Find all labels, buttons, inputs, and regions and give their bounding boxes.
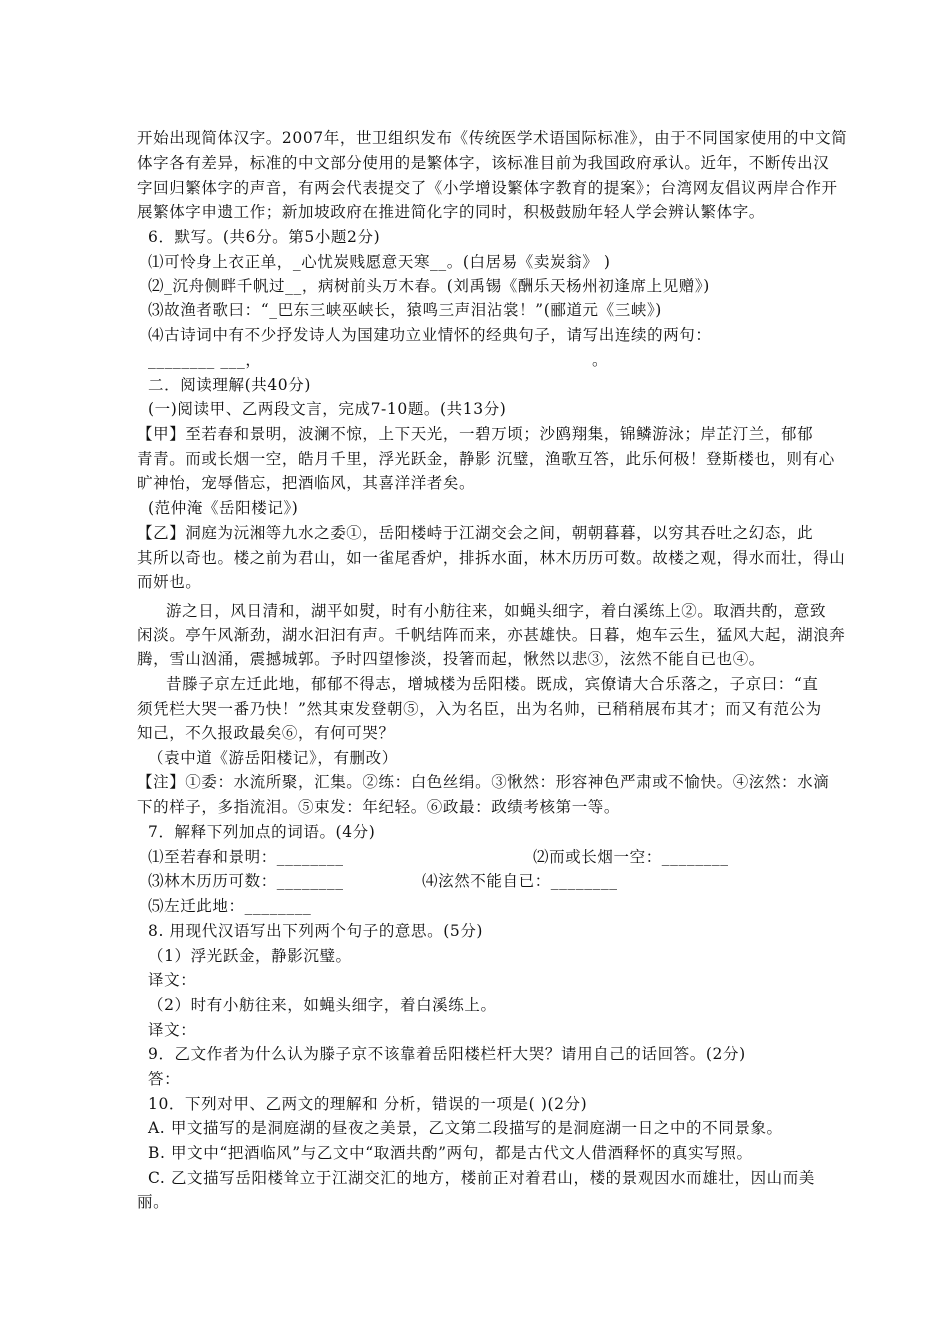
q9-answer-label: 答：: [148, 1070, 181, 1088]
q10-option-c: C. 乙文描写岳阳楼耸立于江湖交汇的地方，楼前正对着君山，楼的景观因水而雄壮，因山而美: [148, 1169, 815, 1187]
q6-item: ⑴可怜身上衣正单，_心忧炭贱愿意天寒__。(白居易《卖炭翁》 ): [148, 253, 611, 271]
q10-heading: 10．下列对甲、乙两文的理解和 分析，错误的一项是( )(2分): [148, 1095, 588, 1113]
intro-line: 字回归繁体字的声音，有两会代表提交了《小学增设繁体字教育的提案》；台湾网友倡议两岸合作开: [137, 179, 838, 197]
passage-a-line: 旷神怡，宠辱偕忘，把酒临风，其喜洋洋者矣。: [137, 474, 476, 492]
q10-option-a: A. 甲文描写的是洞庭湖的昼夜之美景，乙文第二段描写的是洞庭湖一日之中的不同景象。: [148, 1119, 783, 1137]
q10-option-c-cont: 丽。: [137, 1193, 170, 1211]
passage-b-line: 昔滕子京左迁此地，郁郁不得志，增城楼为岳阳楼。既成，宾僚请大合乐落之，子京曰：“直: [166, 675, 819, 693]
q7-item: ⑸左迁此地：________: [148, 897, 312, 915]
q8-heading: 8. 用现代汉语写出下列两个句子的意思。(5分): [148, 922, 484, 940]
q7-heading: 7．解释下列加点的词语。(4分): [148, 823, 376, 841]
q10-option-b: B. 甲文中“把酒临风”与乙文中“取酒共酌”两句，都是古代文人借酒释怀的真实写照。: [148, 1144, 753, 1162]
passage-b-line: 须凭栏大哭一番乃快！”然其束发登朝⑤，入为名臣，出为名帅，已稍稍展布其才；而又有范公为: [137, 700, 822, 718]
q9-heading: 9．乙文作者为什么认为滕子京不该靠着岳阳楼栏杆大哭？请用自己的话回答。(2分): [148, 1045, 746, 1063]
intro-line: 展繁体字申遗工作；新加坡政府在推进简化字的同时，积极鼓励年轻人学会辨认繁体字。: [137, 203, 765, 221]
q6-item: ⑵_沉舟侧畔千帆过__，病树前头万木春。(刘禹锡《酬乐天杨州初逢席上见赠》): [148, 277, 710, 295]
q6-heading: 6．默写。(共6分。第5小题2分): [148, 228, 381, 246]
q8-translation-label: 译文：: [148, 971, 197, 989]
passage-a-source: (范仲淹《岳阳楼记》): [148, 499, 299, 517]
passage-a-line: 青青。而或长烟一空，皓月千里，浮光跃金，静影 沉璧，渔歌互答，此乐何极！登斯楼也，则有心: [137, 450, 835, 468]
q6-item: ⑶故渔者歌曰：“_巴东三峡巫峡长，猿鸣三声泪沾裳！”(郦道元《三峡》): [148, 301, 662, 319]
q6-blank-end: 。: [592, 351, 609, 369]
intro-line: 开始出现简体汉字。2007年，世卫组织发布《传统医学术语国际标准》，由于不同国家使用的中文简: [137, 129, 848, 147]
section-subtitle: (一)阅读甲、乙两段文言，完成7-10题。(共13分): [148, 400, 507, 418]
passage-b-line: 腾，雪山汹涌，震撼城郭。予时四望惨淡，投箸而起，愀然以悲③，泫然不能自已也④。: [137, 650, 765, 668]
passage-b-line: 其所以奇也。楼之前为君山，如一雀尾香炉，排拆水面，林木历历可数。故楼之观，得水而壮，得山: [137, 549, 846, 567]
q6-item: ⑷古诗词中有不少抒发诗人为国建功立业情怀的经典句子，请写出连续的两句：: [148, 326, 712, 344]
q8-sentence: （1）浮光跃金，静影沉璧。: [148, 947, 352, 965]
passage-b-line: 闲淡。亭午风渐劲，湖水汩汩有声。千帆结阵而来，亦甚雄快。日暮，炮车云生，猛风大起，湖浪奔: [137, 626, 846, 644]
passage-b-source: （袁中道《游岳阳楼记》，有删改）: [148, 749, 398, 767]
notes-line: 【注】①委：水流所聚，汇集。②练：白色丝绢。③愀然：形容神色严肃或不愉快。④泫然：水滴: [137, 773, 830, 791]
q7-item: ⑷泫然不能自已：________: [422, 872, 618, 890]
passage-b-line: 知己，不久报政最矣⑥，有何可哭？: [137, 724, 395, 742]
q7-item: ⑴至若春和景明：________: [148, 848, 344, 866]
q7-item: ⑵而或长烟一空：________: [533, 848, 729, 866]
q8-translation-label: 译文：: [148, 1021, 197, 1039]
passage-b-line: 游之日，风日清和，湖平如熨，时有小舫往来，如蝇头细字，着白溪练上②。取酒共酌，意致: [166, 602, 827, 620]
passage-b-line: 而妍也。: [137, 573, 202, 591]
notes-line: 下的样子，多指流泪。⑤束发：年纪轻。⑥政最：政绩考核第一等。: [137, 798, 621, 816]
passage-a-line: 【甲】至若春和景明，波澜不惊，上下天光，一碧万顷；沙鸥翔集，锦鳞游泳；岸芷汀兰，郁郁: [137, 425, 814, 443]
intro-line: 体字各有差异，标准的中文部分使用的是繁体字，该标准目前为我国政府承认。近年，不断传出汉: [137, 154, 830, 172]
section-title: 二．阅读理解(共40分): [148, 376, 312, 394]
q6-blank-left: ________ ___，: [148, 351, 262, 369]
passage-b-line: 【乙】洞庭为沅湘等九水之委①，岳阳楼峙于江湖交会之间，朝朝暮暮，以穷其吞吐之幻态，此: [137, 524, 814, 542]
q7-item: ⑶林木历历可数：________: [148, 872, 344, 890]
q8-sentence: （2）时有小舫往来，如蝇头细字，着白溪练上。: [148, 996, 497, 1014]
